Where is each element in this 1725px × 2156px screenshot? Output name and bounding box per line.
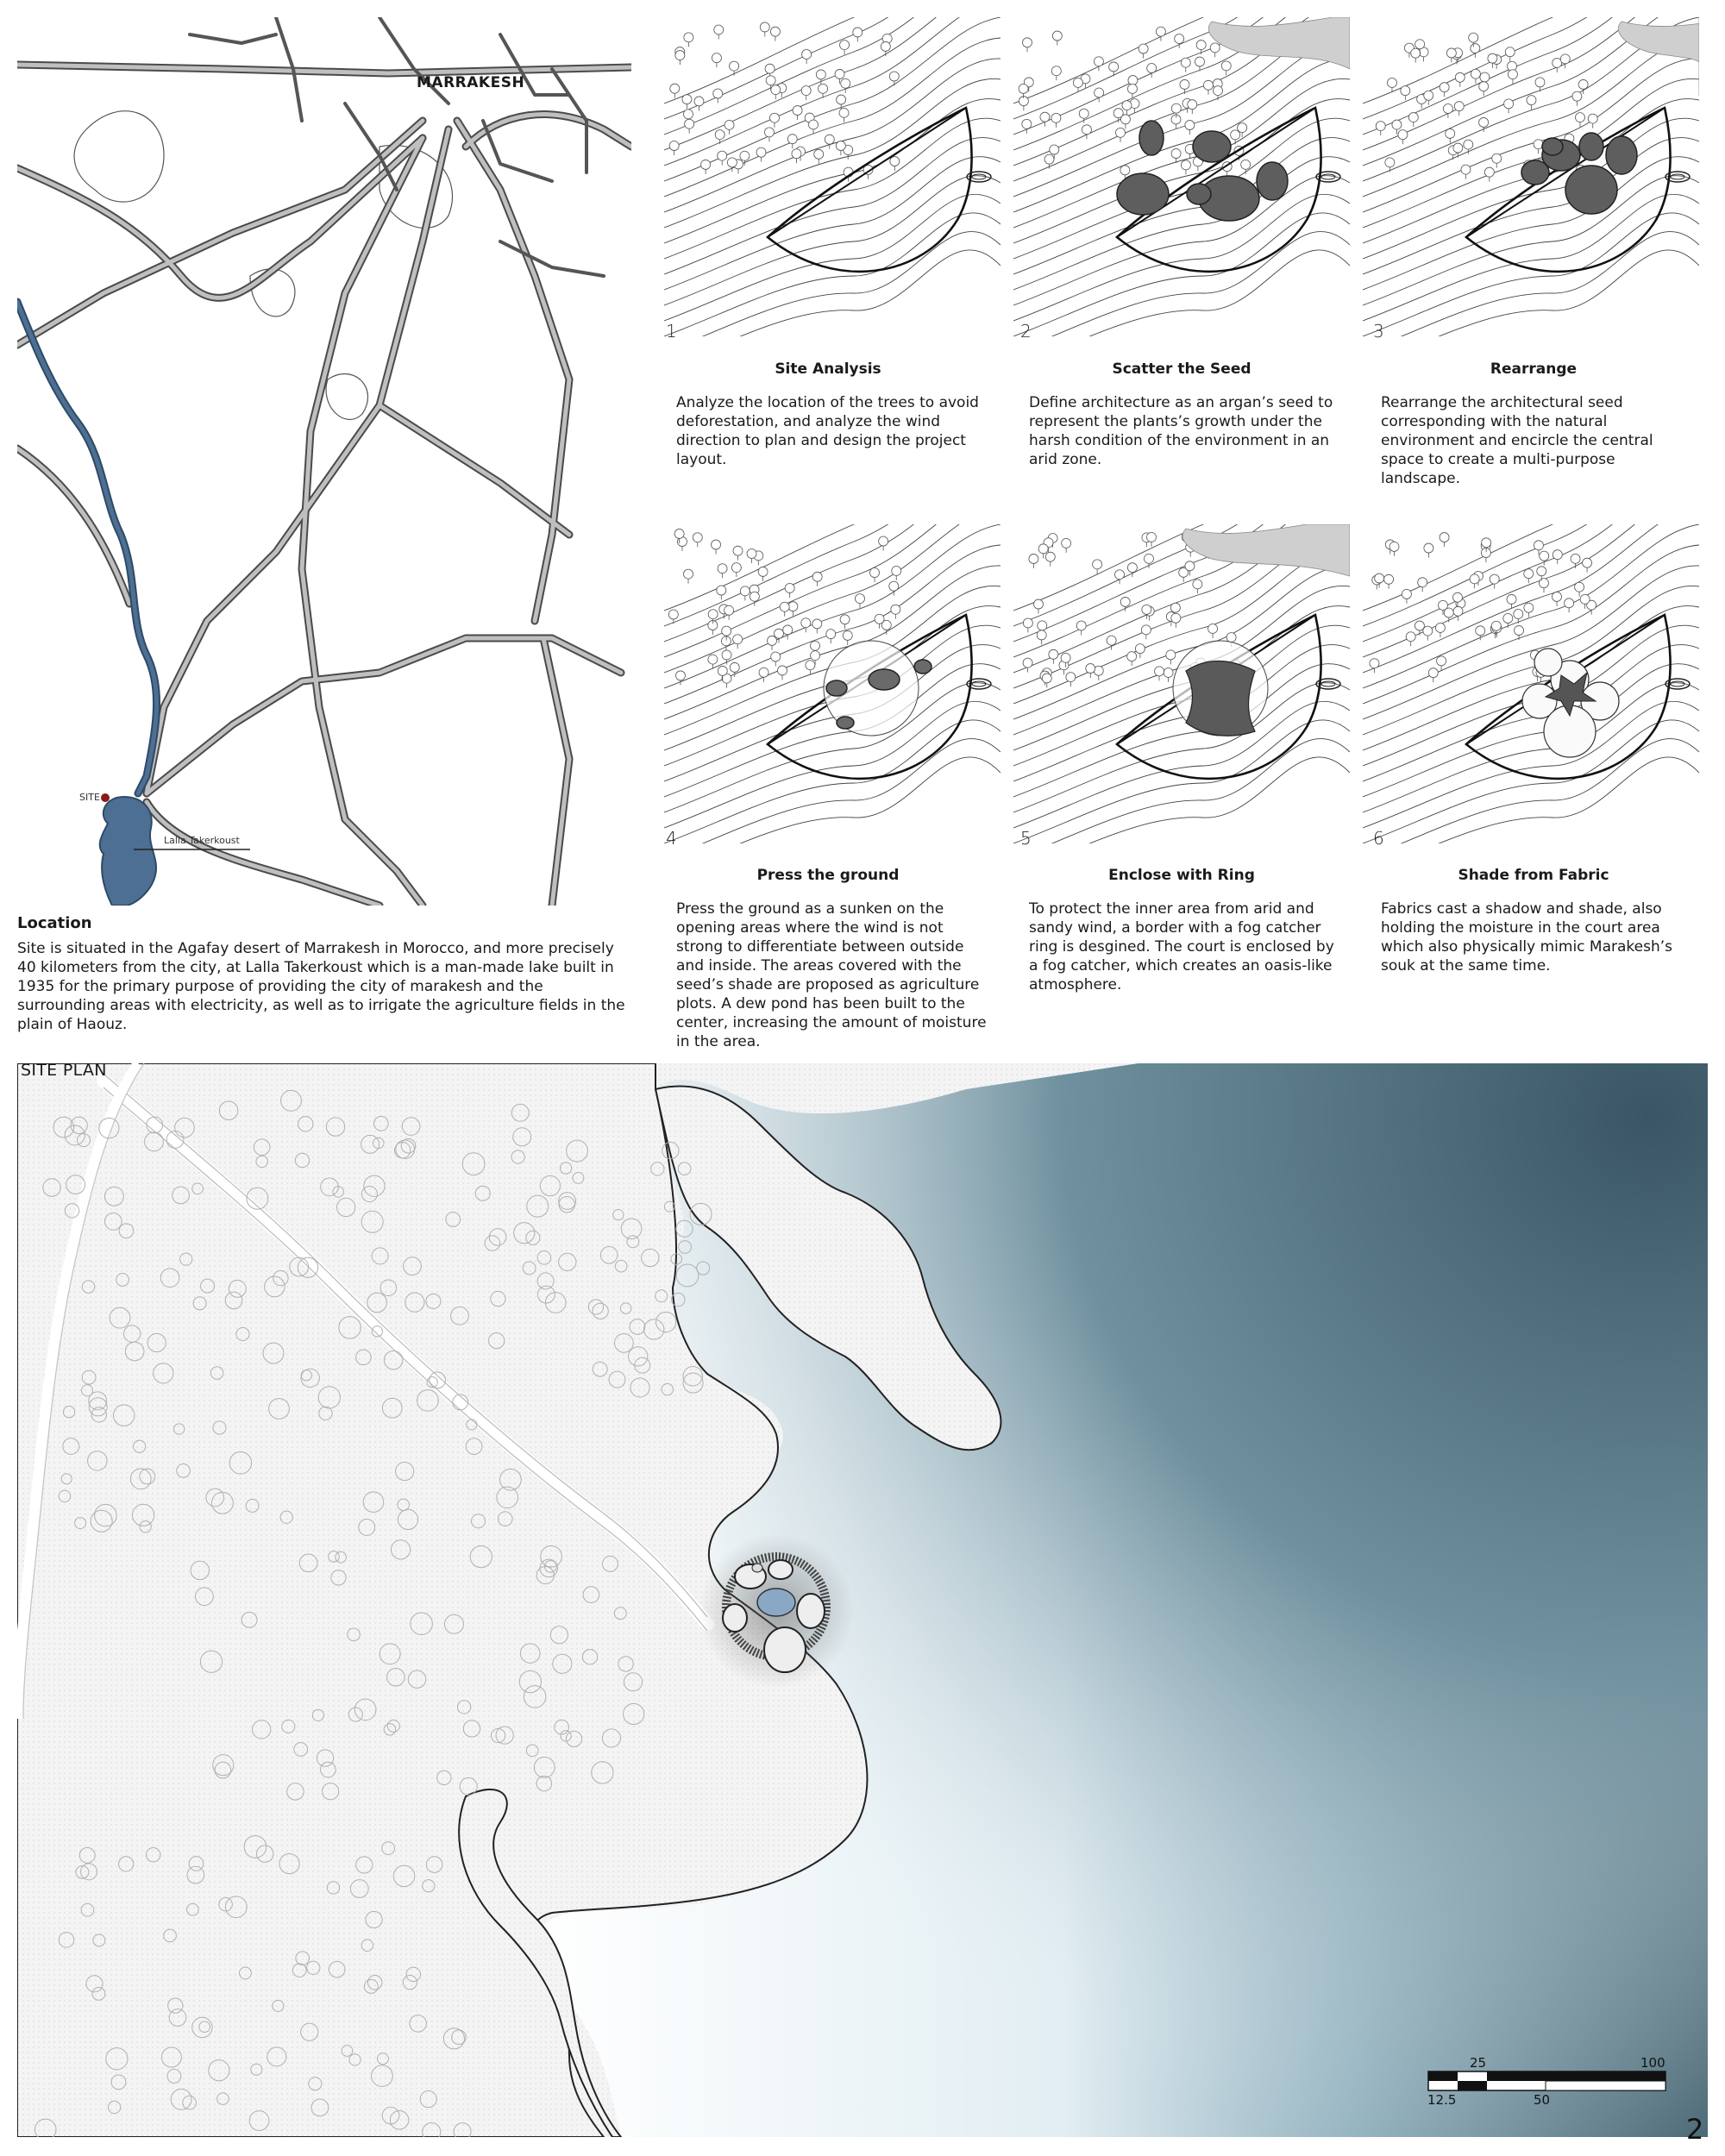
step-number: 6 bbox=[1373, 828, 1384, 849]
scale-bar bbox=[1428, 2071, 1665, 2090]
step-title: Scatter the Seed bbox=[1112, 360, 1251, 378]
step-number: 1 bbox=[666, 321, 677, 342]
diagram-panel-6 bbox=[1363, 524, 1699, 843]
lake-shape bbox=[100, 797, 156, 906]
step-description: Fabrics cast a shadow and shade, also holding the moisture in the court area which also physically mimic Marakesh’s souk at the same time. bbox=[1381, 900, 1673, 975]
city-label: MARRAKESH bbox=[417, 74, 525, 91]
step-number: 2 bbox=[1020, 321, 1032, 342]
diagram-panel-4 bbox=[664, 524, 1000, 843]
diagram-panel-3 bbox=[1363, 17, 1699, 336]
step-title: Enclose with Ring bbox=[1108, 867, 1255, 884]
site-plan bbox=[17, 1063, 1708, 2137]
scale-label: 100 bbox=[1640, 2055, 1665, 2071]
site-label: SITE bbox=[79, 792, 100, 803]
scale-label: 25 bbox=[1470, 2055, 1487, 2071]
location-description: Site is situated in the Agafay desert of Marrakesh in Morocco, and more precisely 40 kilometers from the city, at Lalla Takerkoust which is a man-made lake built in 1935 for the primary purpose of providing the city of marakesh and the surrounding areas with electricity, as well as to irrigate the agriculture fields in the plain of Haouz. bbox=[17, 940, 625, 1033]
step-title: Press the ground bbox=[756, 867, 900, 884]
scale-label: 50 bbox=[1534, 2092, 1551, 2108]
site-plan-building bbox=[699, 1533, 854, 1689]
diagram-panel-1 bbox=[664, 17, 1000, 336]
site-plan-title: SITE PLAN bbox=[21, 1061, 107, 1080]
location-map bbox=[17, 17, 631, 906]
lake-label: Lalla Takerkoust bbox=[164, 835, 240, 846]
step-number: 4 bbox=[666, 828, 677, 849]
step-description: Press the ground as a sunken on the opening areas where the wind is not strong to differentiate between outside and inside. The areas covered with the seed’s shade are proposed as agriculture plots. A dew pond has been built to the center, increasing the amount of moisture in the area. bbox=[676, 900, 987, 1050]
scale-label: 12.5 bbox=[1427, 2092, 1457, 2108]
step-number: 5 bbox=[1020, 828, 1032, 849]
location-title: Location bbox=[17, 914, 92, 932]
step-description: Analyze the location of the trees to avoid deforestation, and analyze the wind direction to plan and design the project layout. bbox=[676, 394, 979, 468]
step-number: 3 bbox=[1373, 321, 1384, 342]
step-description: To protect the inner area from arid and sandy wind, a border with a fog catcher ring is desgined. The court is enclosed by a fog catcher, which creates an oasis-like atmosphere. bbox=[1029, 900, 1334, 993]
step-description: Define architecture as an argan’s seed to represent the plants’s growth under the harsh condition of the environment in an arid zone. bbox=[1029, 394, 1333, 468]
step-title: Site Analysis bbox=[775, 360, 881, 378]
step-title: Rearrange bbox=[1490, 360, 1578, 378]
diagram-panel-2 bbox=[1013, 17, 1350, 336]
step-title: Shade from Fabric bbox=[1458, 867, 1609, 884]
location-map-roads bbox=[17, 17, 631, 906]
site-marker bbox=[101, 793, 110, 802]
page-number: 2 bbox=[1686, 2113, 1704, 2146]
site-plan-drawing bbox=[17, 1063, 1708, 2137]
step-description: Rearrange the architectural seed corresponding with the natural environment and encircle the central space to create a multi-purpose landscape. bbox=[1381, 394, 1653, 487]
diagram-panel-5 bbox=[1013, 524, 1350, 843]
